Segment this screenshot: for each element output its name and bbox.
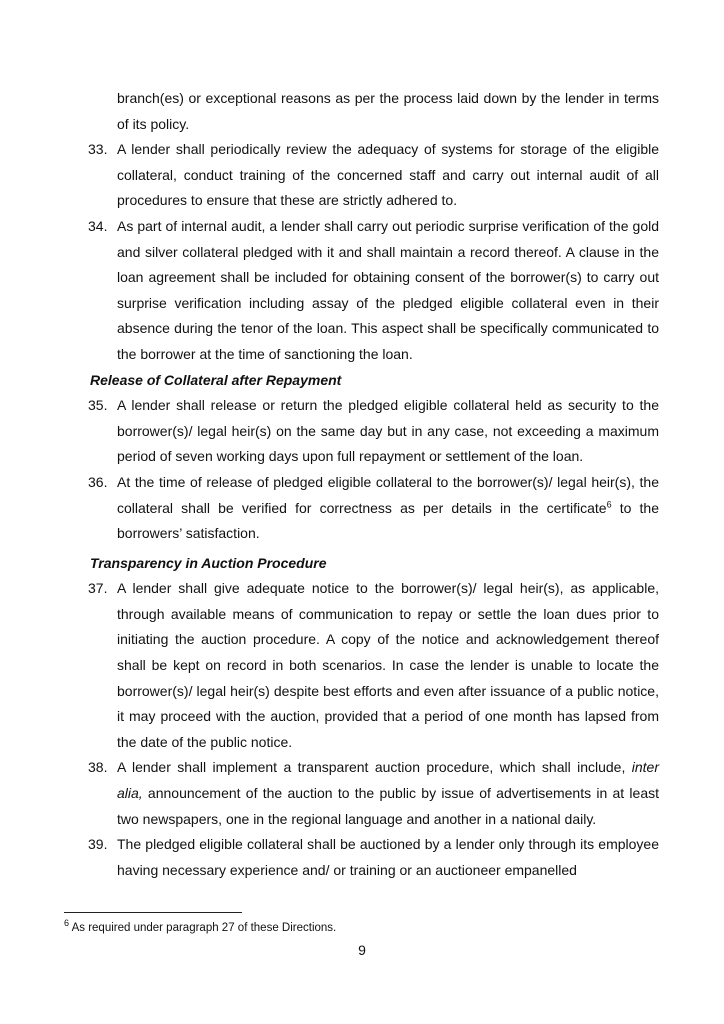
paragraph-text-end: to the borrowers’ satisfaction. [117, 499, 660, 542]
paragraph-number: 35. [88, 397, 108, 414]
footnote-marker: 6 [64, 918, 70, 929]
paragraph-text: A lender shall release or return the pledged eligible collateral held as security to the borrower(s)/ legal heir(s) on the same day but in any case, not exceeding a maximum period of seven working days upon full repayment or settlement of the loan. [117, 397, 659, 465]
paragraph-text: As part of internal audit, a lender shall carry out periodic surprise verification of the gold and silver collateral pledged with it and shall maintain a record thereof. A clause in the loan agreement shall be included for obtaining consent of the borrower(s) to carry out surprise verification including assay of the pledged eligible collateral even in their absence during the tenor of the loan. This aspect shall be specifically communicated to the borrower at the time of sanctioning the loan. [117, 217, 659, 362]
paragraph-text: A lender shall implement a transparent auction procedure, which shall include, [117, 759, 632, 776]
paragraph-text: A lender shall periodically review the adequacy of systems for storage of the eligible collateral, conduct training of the concerned staff and carry out internal audit of all procedures to ensure that these are strictly adhered to. [117, 141, 659, 209]
italic-phrase: inter alia, [117, 759, 659, 802]
paragraph-39 [90, 832, 659, 883]
footnote-divider [64, 912, 242, 913]
section-heading-auction: Transparency in Auction Procedure [90, 554, 327, 571]
footnote-text: As required under paragraph 27 of these Directions. [69, 922, 337, 934]
paragraph-number: 36. [88, 473, 108, 490]
paragraph-36 [90, 470, 659, 547]
paragraph-text-end: announcement of the auction to the public by issue of advertisements in at least two newspapers, one in the regional language and another in a national daily. [117, 785, 659, 827]
paragraph-continuation: branch(es) or exceptional reasons as per the process laid down by the lender in terms of its policy. [117, 90, 659, 132]
paragraph-number: 38. [88, 759, 108, 776]
paragraph-34 [90, 214, 659, 368]
paragraph-35 [90, 393, 659, 470]
paragraph-38 [90, 755, 659, 832]
paragraph-number: 34. [88, 217, 108, 234]
footnote-reference[interactable]: 6 [606, 498, 612, 509]
paragraph-number: 37. [88, 580, 108, 597]
paragraph-33 [90, 137, 659, 214]
paragraph-text: At the time of release of pledged eligible collateral to the borrower(s)/ legal heir(s), the collateral shall be verified for correctness as per details in the certificate [117, 473, 659, 516]
footnote [64, 920, 336, 936]
paragraph-text: The pledged eligible collateral shall be auctioned by a lender only through its employee having necessary experience and/ or training or an auctioneer empanelled [117, 836, 659, 878]
paragraph-37 [90, 576, 659, 755]
section-heading-release: Release of Collateral after Repayment [90, 371, 342, 388]
page-number: 9 [358, 942, 366, 958]
paragraph-text: A lender shall give adequate notice to the borrower(s)/ legal heir(s), as applicable, through available means of communication to repay or settle the loan dues prior to initiating the auction procedure. A copy of the notice and acknowledgement thereof shall be kept on record in both scenarios. In case the lender is unable to locate the borrower(s)/ legal heir(s) despite best efforts and even after issuance of a public notice, it may proceed with the auction, provided that a period of one month has lapsed from the date of the public notice. [117, 580, 659, 750]
paragraph-number: 39. [88, 836, 108, 853]
paragraph-number: 33. [88, 141, 108, 158]
document-body [90, 86, 659, 883]
